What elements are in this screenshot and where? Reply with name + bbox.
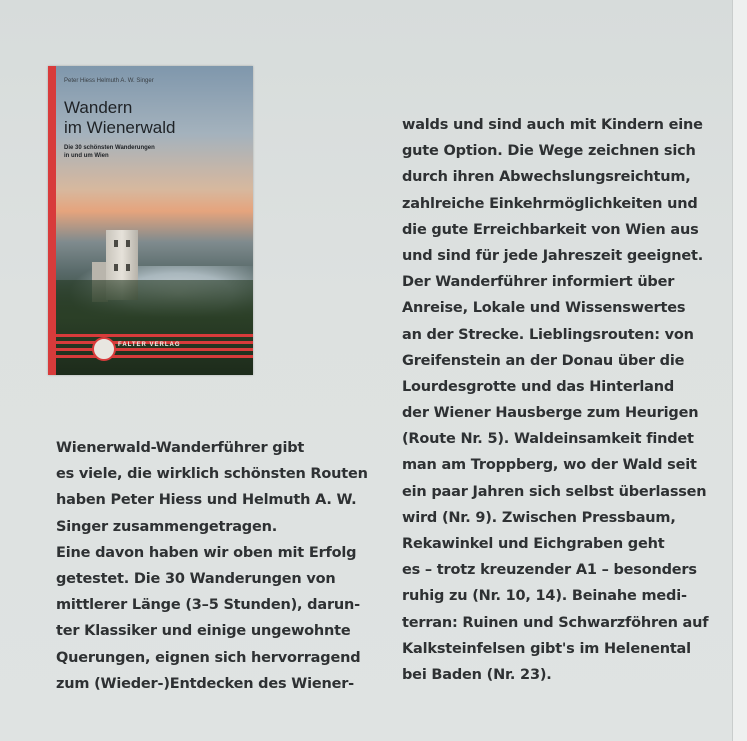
cover-title bbox=[64, 98, 175, 138]
article-text-line: zum (Wieder-)Entdecken des Wiener- bbox=[56, 675, 354, 692]
tower-window bbox=[126, 264, 130, 271]
tower-window bbox=[126, 240, 130, 247]
article-text-line: haben Peter Hiess und Helmuth A. W. bbox=[56, 492, 357, 509]
article-text-line: an der Strecke. Lieblingsrouten: von bbox=[402, 326, 694, 343]
cover-stripe bbox=[56, 348, 253, 351]
article-text-line: wird (Nr. 9). Zwischen Pressbaum, bbox=[402, 509, 676, 526]
cover-spine bbox=[48, 66, 56, 375]
cover-subtitle-line: in und um Wien bbox=[64, 153, 109, 159]
article-text-line: Singer zusammengetragen. bbox=[56, 518, 278, 535]
cover-subtitle-line: Die 30 schönsten Wanderungen bbox=[64, 145, 155, 151]
cover-stripe bbox=[56, 334, 253, 337]
cover-authors: Peter Hiess Helmuth A. W. Singer bbox=[64, 78, 154, 84]
article-text-line: mittlerer Länge (3–5 Stunden), darun- bbox=[56, 597, 360, 614]
article-text-line: Eine davon haben wir oben mit Erfolg bbox=[56, 544, 357, 561]
tower-window bbox=[114, 264, 118, 271]
cover-publisher: FALTER VERLAG bbox=[118, 342, 181, 348]
article-text-line: Kalksteinfelsen gibt's im Helenental bbox=[402, 640, 691, 657]
article-text-line: ter Klassiker und einige ungewohnte bbox=[56, 623, 351, 640]
book-cover bbox=[48, 66, 253, 375]
article-text-line: Querungen, eignen sich hervorragend bbox=[56, 649, 361, 666]
article-text-line: es viele, die wirklich schönsten Routen bbox=[56, 466, 368, 483]
article-text-line: es – trotz kreuzender A1 – besonders bbox=[402, 562, 697, 579]
article-text-line: Rekawinkel und Eichgraben geht bbox=[402, 536, 665, 552]
article-text-line: man am Troppberg, wo der Wald seit bbox=[402, 457, 697, 474]
article-text-line: Wienerwald-Wanderführer gibt bbox=[56, 440, 305, 456]
article-text-line: Lourdesgrotte und das Hinterland bbox=[402, 378, 675, 395]
cover-title-line: im Wienerwald bbox=[64, 118, 176, 137]
article-text-line: bei Baden (Nr. 23). bbox=[402, 666, 552, 683]
article-text-line: und sind für jede Jahreszeit geeignet. bbox=[402, 247, 704, 264]
cover-stripe-band bbox=[56, 328, 253, 375]
article-text-line: getestet. Die 30 Wanderungen von bbox=[56, 570, 336, 587]
article-text-line: terran: Ruinen und Schwarzföhren auf bbox=[402, 614, 709, 631]
article-column-right bbox=[402, 112, 708, 688]
article-text-line: Greifenstein an der Donau über die bbox=[402, 352, 685, 369]
article-text-line: walds und sind auch mit Kindern eine bbox=[402, 117, 703, 133]
article-text-line: Anreise, Lokale und Wissenswertes bbox=[402, 300, 686, 317]
article-text-line: der Wiener Hausberge zum Heurigen bbox=[402, 405, 699, 422]
page-edge bbox=[732, 0, 747, 741]
article-text-line: ruhig zu (Nr. 10, 14). Beinahe medi- bbox=[402, 588, 687, 605]
article-text-line: (Route Nr. 5). Waldeinsamkeit findet bbox=[402, 431, 694, 448]
article-text-line: ein paar Jahren sich selbst überlassen bbox=[402, 483, 707, 500]
cover-subtitle bbox=[64, 144, 184, 160]
cover-stripe bbox=[56, 355, 253, 358]
article-text-line: durch ihren Abwechslungsreichtum, bbox=[402, 169, 691, 186]
article-text-line: die gute Erreichbarkeit von Wien aus bbox=[402, 221, 699, 238]
article-text-line: gute Option. Die Wege zeichnen sich bbox=[402, 143, 696, 160]
cover-title-line: Wandern bbox=[64, 98, 133, 117]
falter-logo-icon bbox=[92, 337, 116, 361]
article-text-line: zahlreiche Einkehrmöglichkeiten und bbox=[402, 195, 698, 212]
article-column-left bbox=[56, 435, 368, 697]
tower-window bbox=[114, 240, 118, 247]
article-text-line: Der Wanderführer informiert über bbox=[402, 274, 675, 291]
